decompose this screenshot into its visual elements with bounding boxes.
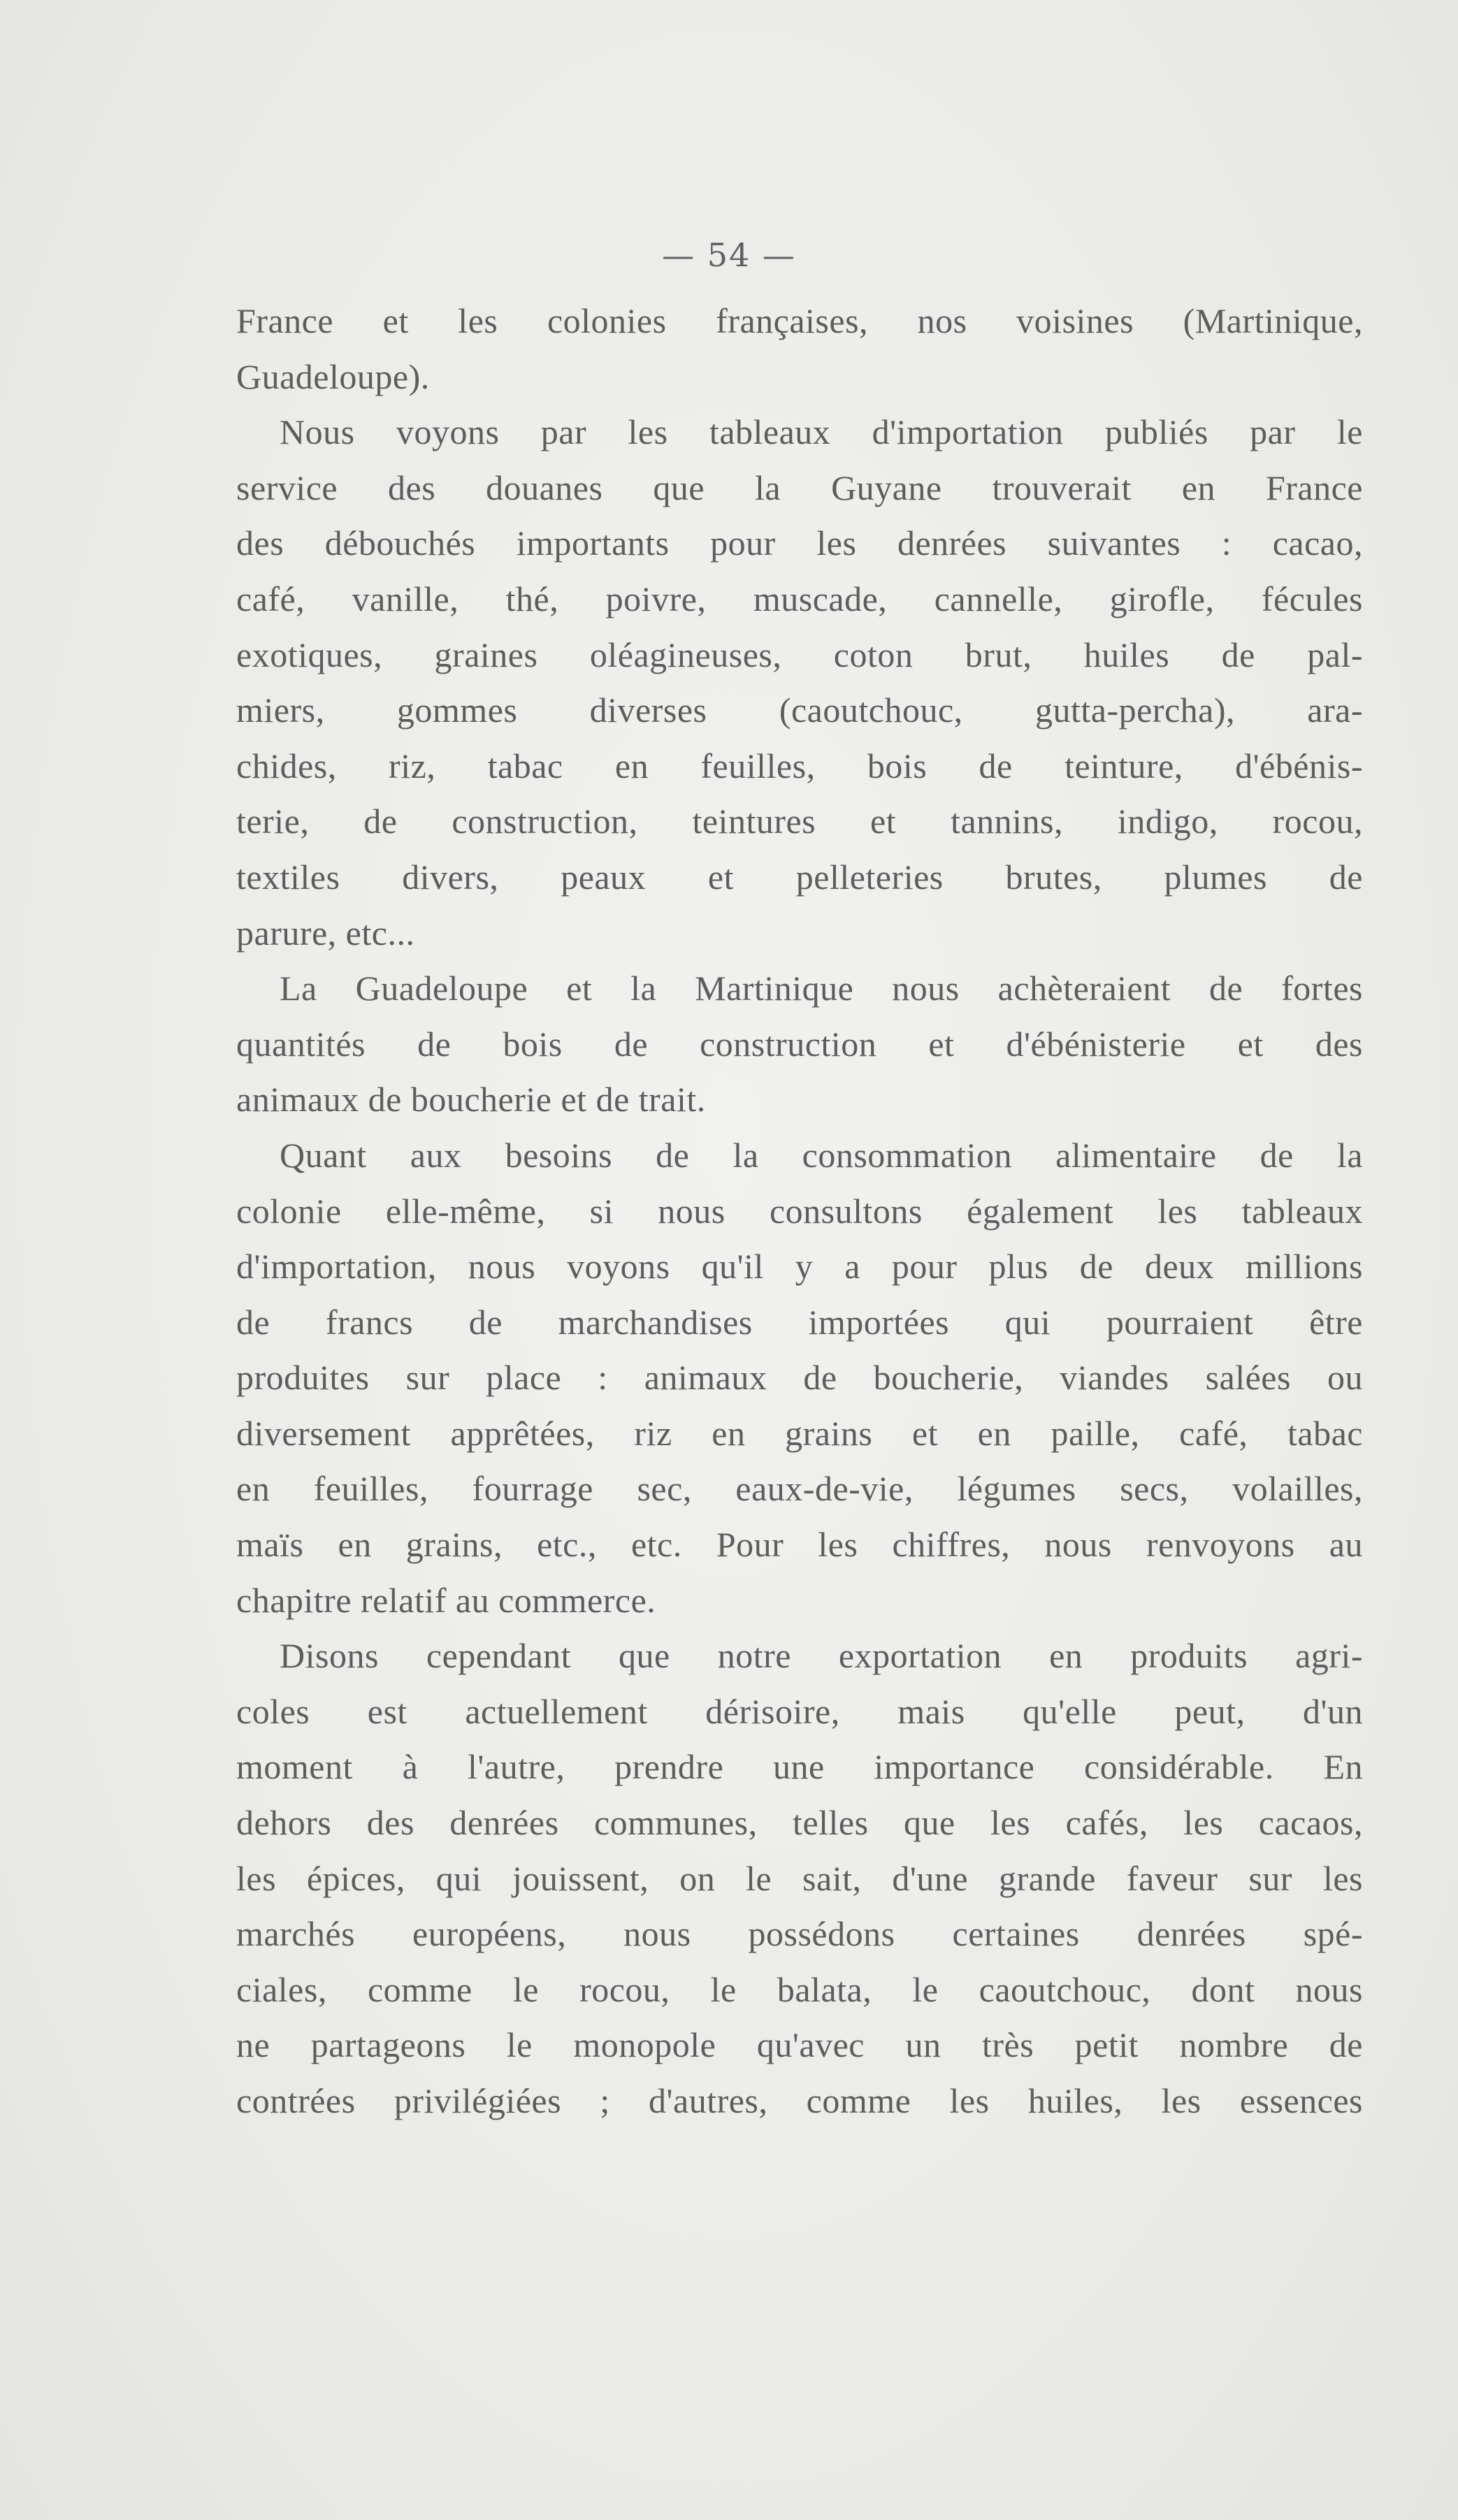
text-line: quantités de bois de construction et d'ébénisterie et des	[236, 1024, 1363, 1064]
text-line: miers, gommes diverses (caoutchouc, gutta-percha), ara-	[236, 690, 1363, 730]
text-line: Nous voyons par les tableaux d'importation publiés par le	[280, 412, 1363, 452]
text-line: diversement apprêtées, riz en grains et en paille, café, tabac	[236, 1413, 1363, 1453]
text-line: les épices, qui jouissent, on le sait, d'une grande faveur sur les	[236, 1858, 1363, 1898]
text-line: en feuilles, fourrage sec, eaux-de-vie, légumes secs, volailles,	[236, 1469, 1363, 1509]
text-line: service des douanes que la Guyane trouverait en France	[236, 468, 1363, 507]
text-line: parure, etc...	[236, 913, 415, 953]
text-line: marchés européens, nous possédons certaines denrées spé-	[236, 1914, 1363, 1954]
text-line: produites sur place : animaux de boucherie, viandes salées ou	[236, 1358, 1363, 1398]
body-text	[236, 294, 1363, 2129]
text-line: ciales, comme le rocou, le balata, le caoutchouc, dont nous	[236, 1969, 1363, 2009]
text-line: Guadeloupe).	[236, 356, 430, 396]
text-line: colonie elle-même, si nous consultons également les tableaux	[236, 1191, 1363, 1231]
text-line: maïs en grains, etc., etc. Pour les chiffres, nous renvoyons au	[236, 1525, 1363, 1565]
text-line: moment à l'autre, prendre une importance considérable. En	[236, 1747, 1363, 1787]
text-line: terie, de construction, teintures et tannins, indigo, rocou,	[236, 802, 1363, 841]
page-number: — 54 —	[662, 236, 796, 274]
text-line: La Guadeloupe et la Martinique nous achèteraient de fortes	[280, 969, 1363, 1008]
text-line: café, vanille, thé, poivre, muscade, cannelle, girofle, fécules	[236, 579, 1363, 618]
text-line: d'importation, nous voyons qu'il y a pour plus de deux millions	[236, 1247, 1363, 1287]
text-line: contrées privilégiées ; d'autres, comme les huiles, les essences	[236, 2081, 1363, 2120]
text-line: ne partageons le monopole qu'avec un très petit nombre de	[236, 2025, 1363, 2065]
text-line: chides, riz, tabac en feuilles, bois de teinture, d'ébénis-	[236, 746, 1363, 785]
text-line: France et les colonies françaises, nos voisines (Martinique,	[236, 301, 1363, 340]
text-line: Quant aux besoins de la consommation alimentaire de la	[280, 1135, 1363, 1175]
text-line: exotiques, graines oléagineuses, coton brut, huiles de pal-	[236, 635, 1363, 674]
text-line: dehors des denrées communes, telles que les cafés, les cacaos,	[236, 1803, 1363, 1843]
text-line: coles est actuellement dérisoire, mais qu'elle peut, d'un	[236, 1691, 1363, 1731]
text-line: des débouchés importants pour les denrées suivantes : cacao,	[236, 523, 1363, 563]
text-line: animaux de boucherie et de trait.	[236, 1080, 706, 1120]
text-line: Disons cependant que notre exportation en produits agri-	[280, 1636, 1363, 1676]
text-line: chapitre relatif au commerce.	[236, 1580, 656, 1620]
text-line: textiles divers, peaux et pelleteries brutes, plumes de	[236, 857, 1363, 897]
text-line: de francs de marchandises importées qui pourraient être	[236, 1302, 1363, 1342]
